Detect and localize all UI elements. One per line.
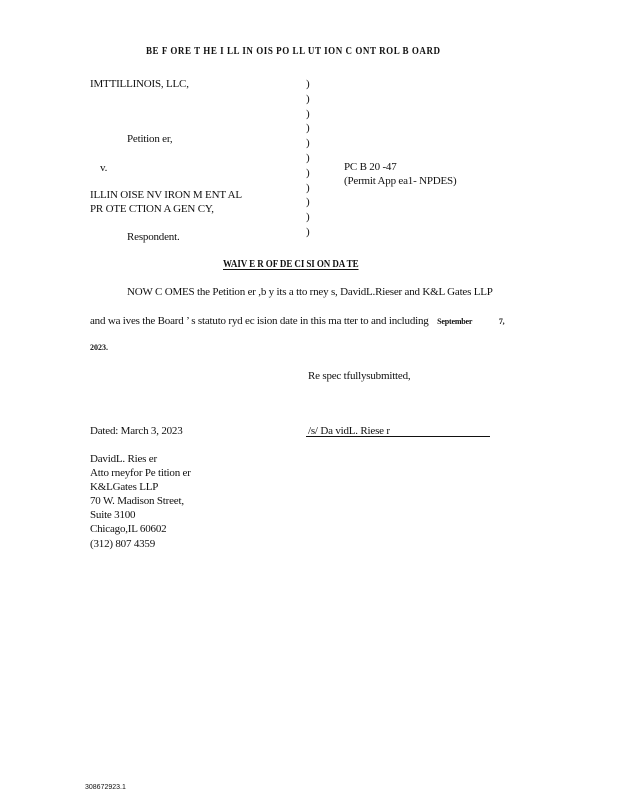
caption-paren: ) — [306, 225, 310, 238]
caption-parentheses — [306, 77, 316, 240]
caption-paren: ) — [306, 181, 310, 194]
caption-paren: ) — [306, 151, 310, 164]
document-title: WAIV E R OF DE CI SI ON DA TE — [223, 259, 359, 270]
decision-day: 7, — [498, 317, 505, 326]
closing-text: Re spec tfullysubmitted, — [308, 370, 411, 382]
decision-month: September — [437, 317, 473, 326]
case-type: (Permit App ea1- NPDES) — [344, 175, 457, 187]
caption-paren: ) — [306, 107, 310, 120]
body-line-1: NOW C OMES the Petition er ,b y its a tto rney s, DavidL.Rieser and K&L Gates LLP — [127, 286, 493, 298]
body-line-2-text: and wa ives the Board ’ s statuto ryd ec ision date in this ma tter to and including — [90, 315, 429, 327]
respondent-name-line1: ILLIN OISE NV IRON M ENT AL — [90, 189, 242, 201]
attorney-firm: K&LGates LLP — [90, 481, 159, 493]
decision-year: 2023. — [90, 343, 108, 352]
signature-text: /s/ Da vidL. Riese r — [308, 425, 390, 437]
caption-paren: ) — [306, 166, 310, 179]
attorney-street: 70 W. Madison Street, — [90, 495, 184, 507]
attorney-suite: Suite 3100 — [90, 509, 136, 521]
petitioner-name: IMTTILLINOIS, LLC, — [90, 78, 189, 90]
caption-paren: ) — [306, 78, 310, 90]
body-line-2 — [90, 315, 504, 327]
respondent-name-line2: PR OTE CTION A GEN CY, — [90, 203, 214, 215]
attorney-role: Atto rneyfor Pe tition er — [90, 467, 191, 479]
attorney-phone: (312) 807 4359 — [90, 538, 156, 550]
attorney-name: DavidL. Ries er — [90, 453, 157, 465]
caption-paren: ) — [306, 92, 310, 105]
case-number: PC B 20 -47 — [344, 161, 397, 173]
caption-paren: ) — [306, 137, 310, 150]
board-heading: BE F ORE T HE I LL IN OIS PO LL UT ION C ONT ROL B OARD — [146, 46, 441, 57]
caption-paren: ) — [306, 122, 310, 135]
attorney-city: Chicago,IL 60602 — [90, 523, 167, 535]
caption-paren: ) — [306, 211, 310, 224]
respondent-role: Respondent. — [127, 231, 180, 243]
dated-line: Dated: March 3, 2023 — [90, 425, 183, 437]
petitioner-role: Petition er, — [127, 133, 173, 145]
versus-label: v. — [100, 162, 108, 174]
signature-line — [306, 436, 490, 437]
document-id: 308672923.1 — [85, 784, 126, 791]
caption-paren: ) — [306, 196, 310, 209]
